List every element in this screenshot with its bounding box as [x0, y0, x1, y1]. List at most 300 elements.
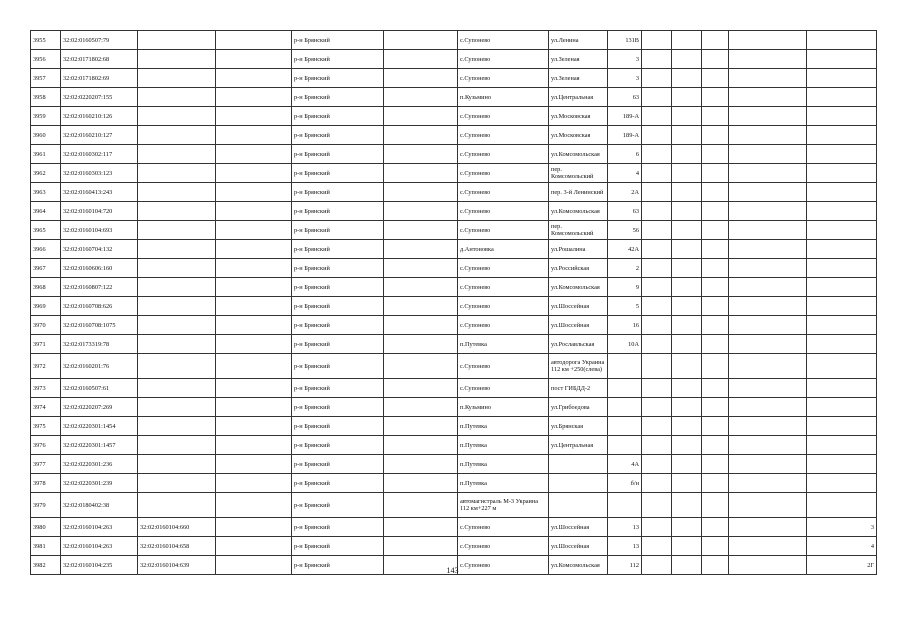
empty-cell — [729, 50, 807, 69]
empty-cell — [216, 145, 292, 164]
empty-cell — [702, 240, 729, 259]
empty-cell — [384, 417, 458, 436]
empty-cell — [729, 31, 807, 50]
empty-cell — [702, 278, 729, 297]
row-number-cell: 3981 — [31, 537, 61, 556]
empty-cell — [729, 221, 807, 240]
row-number-cell: 3959 — [31, 107, 61, 126]
empty-cell — [729, 183, 807, 202]
house-number-cell: 42А — [608, 240, 642, 259]
empty-cell — [216, 537, 292, 556]
house-number-cell: 9 — [608, 278, 642, 297]
empty-cell — [216, 417, 292, 436]
empty-cell — [702, 50, 729, 69]
parent-cadastral-number-cell — [138, 398, 216, 417]
apartment-number-cell — [807, 398, 877, 417]
street-cell: ул.Комсомольская — [549, 556, 608, 575]
empty-cell — [642, 455, 672, 474]
empty-cell — [672, 398, 702, 417]
empty-cell — [384, 316, 458, 335]
row-number-cell: 3972 — [31, 354, 61, 379]
street-cell: ул.Зеленая — [549, 50, 608, 69]
district-cell: р-н Брянский — [292, 518, 384, 537]
parent-cadastral-number-cell — [138, 145, 216, 164]
table-row — [31, 297, 877, 316]
empty-cell — [642, 164, 672, 183]
parent-cadastral-number-cell — [138, 436, 216, 455]
district-cell: р-н Брянский — [292, 69, 384, 88]
table-row — [31, 259, 877, 278]
locality-cell: с.Супонево — [458, 278, 549, 297]
empty-cell — [672, 240, 702, 259]
empty-cell — [384, 436, 458, 455]
district-cell: р-н Брянский — [292, 31, 384, 50]
cadastral-number-cell: 32:02:0171802:69 — [61, 69, 138, 88]
house-number-cell: 63 — [608, 202, 642, 221]
empty-cell — [216, 31, 292, 50]
empty-cell — [384, 183, 458, 202]
apartment-number-cell — [807, 126, 877, 145]
empty-cell — [384, 107, 458, 126]
street-cell: ул.Комсомольская — [549, 145, 608, 164]
table-row — [31, 69, 877, 88]
cadastral-number-cell: 32:02:0220301:1454 — [61, 417, 138, 436]
street-cell: ул.Рославльская — [549, 335, 608, 354]
empty-cell — [216, 259, 292, 278]
empty-cell — [702, 259, 729, 278]
locality-cell: автомагистраль М-3 Украина 112 км+227 м — [458, 493, 549, 518]
empty-cell — [702, 88, 729, 107]
locality-cell: п.Путевка — [458, 455, 549, 474]
empty-cell — [672, 455, 702, 474]
house-number-cell — [608, 493, 642, 518]
cadastral-number-cell: 32:02:0160302:117 — [61, 145, 138, 164]
locality-cell: п.Путевка — [458, 474, 549, 493]
parent-cadastral-number-cell — [138, 474, 216, 493]
table-body — [31, 31, 877, 575]
empty-cell — [216, 202, 292, 221]
empty-cell — [672, 436, 702, 455]
empty-cell — [384, 50, 458, 69]
cadastral-number-cell: 32:02:0220207:155 — [61, 88, 138, 107]
empty-cell — [642, 379, 672, 398]
empty-cell — [672, 183, 702, 202]
cadastral-number-cell: 32:02:0173319:78 — [61, 335, 138, 354]
empty-cell — [729, 474, 807, 493]
cadastral-number-cell: 32:02:0220301:236 — [61, 455, 138, 474]
district-cell: р-н Брянский — [292, 474, 384, 493]
parent-cadastral-number-cell — [138, 50, 216, 69]
empty-cell — [729, 145, 807, 164]
house-number-cell: 6 — [608, 145, 642, 164]
empty-cell — [672, 278, 702, 297]
cadastral-number-cell: 32:02:0160606:160 — [61, 259, 138, 278]
locality-cell: п.Путевка — [458, 335, 549, 354]
empty-cell — [729, 493, 807, 518]
district-cell: р-н Брянский — [292, 240, 384, 259]
empty-cell — [216, 278, 292, 297]
apartment-number-cell: 4 — [807, 537, 877, 556]
row-number-cell: 3956 — [31, 50, 61, 69]
locality-cell: с.Супонево — [458, 221, 549, 240]
row-number-cell: 3964 — [31, 202, 61, 221]
empty-cell — [672, 145, 702, 164]
house-number-cell: 4 — [608, 164, 642, 183]
table-row — [31, 436, 877, 455]
empty-cell — [642, 50, 672, 69]
table-row — [31, 537, 877, 556]
table-row — [31, 455, 877, 474]
empty-cell — [672, 335, 702, 354]
empty-cell — [642, 183, 672, 202]
empty-cell — [672, 31, 702, 50]
empty-cell — [672, 202, 702, 221]
empty-cell — [672, 126, 702, 145]
cadastral-number-cell: 32:02:0160303:123 — [61, 164, 138, 183]
district-cell: р-н Брянский — [292, 436, 384, 455]
row-number-cell: 3957 — [31, 69, 61, 88]
street-cell — [549, 455, 608, 474]
locality-cell: с.Супонево — [458, 297, 549, 316]
house-number-cell: 16 — [608, 316, 642, 335]
locality-cell: п.Кузьмино — [458, 398, 549, 417]
row-number-cell: 3977 — [31, 455, 61, 474]
empty-cell — [672, 69, 702, 88]
cadastral-number-cell: 32:02:0160104:235 — [61, 556, 138, 575]
apartment-number-cell — [807, 31, 877, 50]
parent-cadastral-number-cell — [138, 455, 216, 474]
empty-cell — [729, 455, 807, 474]
district-cell: р-н Брянский — [292, 493, 384, 518]
apartment-number-cell — [807, 278, 877, 297]
parent-cadastral-number-cell — [138, 240, 216, 259]
empty-cell — [729, 398, 807, 417]
apartment-number-cell — [807, 436, 877, 455]
empty-cell — [729, 278, 807, 297]
empty-cell — [216, 398, 292, 417]
parent-cadastral-number-cell — [138, 354, 216, 379]
row-number-cell: 3979 — [31, 493, 61, 518]
empty-cell — [672, 537, 702, 556]
row-number-cell: 3975 — [31, 417, 61, 436]
empty-cell — [702, 126, 729, 145]
street-cell: пер. Комсомольский — [549, 221, 608, 240]
empty-cell — [642, 398, 672, 417]
empty-cell — [672, 354, 702, 379]
empty-cell — [384, 164, 458, 183]
cadastral-number-cell: 32:02:0160708:1075 — [61, 316, 138, 335]
empty-cell — [672, 518, 702, 537]
street-cell — [549, 474, 608, 493]
locality-cell: с.Супонево — [458, 69, 549, 88]
empty-cell — [216, 69, 292, 88]
cadastral-number-cell: 32:02:0160807:122 — [61, 278, 138, 297]
page-number: 143 — [446, 566, 459, 575]
row-number-cell: 3971 — [31, 335, 61, 354]
parent-cadastral-number-cell: 32:02:0160104:660 — [138, 518, 216, 537]
empty-cell — [702, 316, 729, 335]
apartment-number-cell — [807, 240, 877, 259]
parent-cadastral-number-cell — [138, 88, 216, 107]
empty-cell — [642, 474, 672, 493]
empty-cell — [702, 417, 729, 436]
locality-cell: с.Супонево — [458, 537, 549, 556]
empty-cell — [384, 259, 458, 278]
empty-cell — [216, 50, 292, 69]
empty-cell — [702, 145, 729, 164]
empty-cell — [216, 518, 292, 537]
empty-cell — [216, 183, 292, 202]
empty-cell — [642, 354, 672, 379]
district-cell: р-н Брянский — [292, 183, 384, 202]
empty-cell — [642, 202, 672, 221]
empty-cell — [702, 31, 729, 50]
street-cell: ул.Комсомольская — [549, 278, 608, 297]
cadastral-number-cell: 32:02:0160104:720 — [61, 202, 138, 221]
row-number-cell: 3968 — [31, 278, 61, 297]
apartment-number-cell — [807, 474, 877, 493]
parent-cadastral-number-cell — [138, 417, 216, 436]
empty-cell — [729, 259, 807, 278]
table-row — [31, 417, 877, 436]
cadastral-number-cell: 32:02:0160507:79 — [61, 31, 138, 50]
house-number-cell — [608, 417, 642, 436]
house-number-cell — [608, 398, 642, 417]
house-number-cell: б/н — [608, 474, 642, 493]
locality-cell: с.Супонево — [458, 518, 549, 537]
cadastral-number-cell: 32:02:0160704:132 — [61, 240, 138, 259]
empty-cell — [642, 259, 672, 278]
locality-cell: с.Супонево — [458, 145, 549, 164]
empty-cell — [702, 379, 729, 398]
district-cell: р-н Брянский — [292, 398, 384, 417]
empty-cell — [642, 31, 672, 50]
district-cell: р-н Брянский — [292, 50, 384, 69]
empty-cell — [672, 316, 702, 335]
street-cell: ул.Шоссейная — [549, 537, 608, 556]
cadastral-number-cell: 32:02:0220207:269 — [61, 398, 138, 417]
apartment-number-cell — [807, 335, 877, 354]
apartment-number-cell — [807, 221, 877, 240]
empty-cell — [729, 107, 807, 126]
parent-cadastral-number-cell — [138, 107, 216, 126]
empty-cell — [216, 474, 292, 493]
locality-cell: с.Супонево — [458, 259, 549, 278]
house-number-cell: 13 — [608, 518, 642, 537]
empty-cell — [672, 88, 702, 107]
empty-cell — [384, 354, 458, 379]
district-cell: р-н Брянский — [292, 455, 384, 474]
house-number-cell: 13 — [608, 537, 642, 556]
empty-cell — [642, 436, 672, 455]
parent-cadastral-number-cell: 32:02:0160104:639 — [138, 556, 216, 575]
house-number-cell — [608, 354, 642, 379]
cadastral-number-cell: 32:02:0160104:263 — [61, 537, 138, 556]
locality-cell: с.Супонево — [458, 31, 549, 50]
row-number-cell: 3969 — [31, 297, 61, 316]
empty-cell — [729, 417, 807, 436]
empty-cell — [672, 417, 702, 436]
district-cell: р-н Брянский — [292, 297, 384, 316]
table-row — [31, 50, 877, 69]
street-cell: автодорога Украина 112 км +250(слева) — [549, 354, 608, 379]
locality-cell: п.Путевка — [458, 417, 549, 436]
parent-cadastral-number-cell — [138, 183, 216, 202]
empty-cell — [216, 126, 292, 145]
empty-cell — [384, 31, 458, 50]
empty-cell — [216, 221, 292, 240]
empty-cell — [384, 278, 458, 297]
cadastral-number-cell: 32:02:0160210:126 — [61, 107, 138, 126]
street-cell: ул.Зеленая — [549, 69, 608, 88]
parent-cadastral-number-cell — [138, 335, 216, 354]
district-cell: р-н Брянский — [292, 202, 384, 221]
empty-cell — [384, 221, 458, 240]
empty-cell — [384, 145, 458, 164]
house-number-cell — [608, 436, 642, 455]
apartment-number-cell — [807, 417, 877, 436]
empty-cell — [384, 518, 458, 537]
house-number-cell: 2 — [608, 259, 642, 278]
empty-cell — [729, 164, 807, 183]
cadastral-number-cell: 32:02:0220301:1457 — [61, 436, 138, 455]
house-number-cell: 63 — [608, 88, 642, 107]
street-cell: пер. 3-й Ленинский — [549, 183, 608, 202]
street-cell: ул.Комсомольская — [549, 202, 608, 221]
empty-cell — [702, 537, 729, 556]
empty-cell — [384, 335, 458, 354]
apartment-number-cell — [807, 493, 877, 518]
empty-cell — [216, 297, 292, 316]
row-number-cell: 3974 — [31, 398, 61, 417]
parent-cadastral-number-cell — [138, 259, 216, 278]
district-cell: р-н Брянский — [292, 556, 384, 575]
empty-cell — [729, 69, 807, 88]
locality-cell: с.Супонево — [458, 107, 549, 126]
district-cell: р-н Брянский — [292, 164, 384, 183]
locality-cell: с.Супонево — [458, 202, 549, 221]
parent-cadastral-number-cell — [138, 126, 216, 145]
locality-cell: п.Кузьмино — [458, 88, 549, 107]
locality-cell: д.Антоновка — [458, 240, 549, 259]
table-row — [31, 474, 877, 493]
street-cell: ул.Ленина — [549, 31, 608, 50]
cadastral-number-cell: 32:02:0220301:239 — [61, 474, 138, 493]
cadastral-number-cell: 32:02:0160507:61 — [61, 379, 138, 398]
house-number-cell: 4А — [608, 455, 642, 474]
street-cell: пер. Комсомольский — [549, 164, 608, 183]
empty-cell — [729, 335, 807, 354]
cadastral-number-cell: 32:02:0180402:38 — [61, 493, 138, 518]
empty-cell — [702, 335, 729, 354]
empty-cell — [384, 88, 458, 107]
row-number-cell: 3967 — [31, 259, 61, 278]
empty-cell — [702, 398, 729, 417]
empty-cell — [216, 107, 292, 126]
parent-cadastral-number-cell — [138, 297, 216, 316]
house-number-cell: 10А — [608, 335, 642, 354]
locality-cell: с.Супонево — [458, 354, 549, 379]
empty-cell — [702, 436, 729, 455]
parent-cadastral-number-cell — [138, 221, 216, 240]
empty-cell — [702, 202, 729, 221]
locality-cell: с.Супонево — [458, 50, 549, 69]
house-number-cell: 189-А — [608, 126, 642, 145]
table-row — [31, 354, 877, 379]
apartment-number-cell — [807, 202, 877, 221]
empty-cell — [642, 69, 672, 88]
locality-cell: с.Супонево — [458, 556, 549, 575]
house-number-cell — [608, 379, 642, 398]
district-cell: р-н Брянский — [292, 379, 384, 398]
empty-cell — [702, 164, 729, 183]
house-number-cell: 56 — [608, 221, 642, 240]
empty-cell — [672, 474, 702, 493]
empty-cell — [642, 88, 672, 107]
apartment-number-cell — [807, 316, 877, 335]
apartment-number-cell — [807, 69, 877, 88]
row-number-cell: 3966 — [31, 240, 61, 259]
district-cell: р-н Брянский — [292, 335, 384, 354]
house-number-cell: 3 — [608, 50, 642, 69]
district-cell: р-н Брянский — [292, 417, 384, 436]
row-number-cell: 3960 — [31, 126, 61, 145]
table-row — [31, 493, 877, 518]
empty-cell — [384, 474, 458, 493]
locality-cell: с.Супонево — [458, 164, 549, 183]
empty-cell — [672, 297, 702, 316]
district-cell: р-н Брянский — [292, 354, 384, 379]
parent-cadastral-number-cell — [138, 164, 216, 183]
empty-cell — [384, 69, 458, 88]
table-row — [31, 164, 877, 183]
empty-cell — [642, 316, 672, 335]
locality-cell: с.Супонево — [458, 379, 549, 398]
table-row — [31, 202, 877, 221]
apartment-number-cell — [807, 379, 877, 398]
district-cell: р-н Брянский — [292, 221, 384, 240]
street-cell: ул.Российская — [549, 259, 608, 278]
row-number-cell: 3962 — [31, 164, 61, 183]
table-row — [31, 335, 877, 354]
street-cell: ул.Центральная — [549, 88, 608, 107]
empty-cell — [642, 145, 672, 164]
empty-cell — [729, 316, 807, 335]
cadastral-number-cell: 32:02:0171802:68 — [61, 50, 138, 69]
street-cell: ул.Брянская — [549, 417, 608, 436]
empty-cell — [216, 379, 292, 398]
table-row — [31, 316, 877, 335]
district-cell: р-н Брянский — [292, 278, 384, 297]
empty-cell — [672, 259, 702, 278]
empty-cell — [702, 183, 729, 202]
empty-cell — [672, 379, 702, 398]
cadastral-number-cell: 32:02:0160708:626 — [61, 297, 138, 316]
table-row — [31, 398, 877, 417]
row-number-cell: 3982 — [31, 556, 61, 575]
empty-cell — [216, 354, 292, 379]
parent-cadastral-number-cell — [138, 278, 216, 297]
empty-cell — [672, 107, 702, 126]
parent-cadastral-number-cell — [138, 316, 216, 335]
cadastral-number-cell: 32:02:0160104:263 — [61, 518, 138, 537]
house-number-cell: 112 — [608, 556, 642, 575]
district-cell: р-н Брянский — [292, 259, 384, 278]
table-row — [31, 221, 877, 240]
row-number-cell: 3976 — [31, 436, 61, 455]
cadastral-number-cell: 32:02:0160201:76 — [61, 354, 138, 379]
cadastral-number-cell: 32:02:0160210:127 — [61, 126, 138, 145]
